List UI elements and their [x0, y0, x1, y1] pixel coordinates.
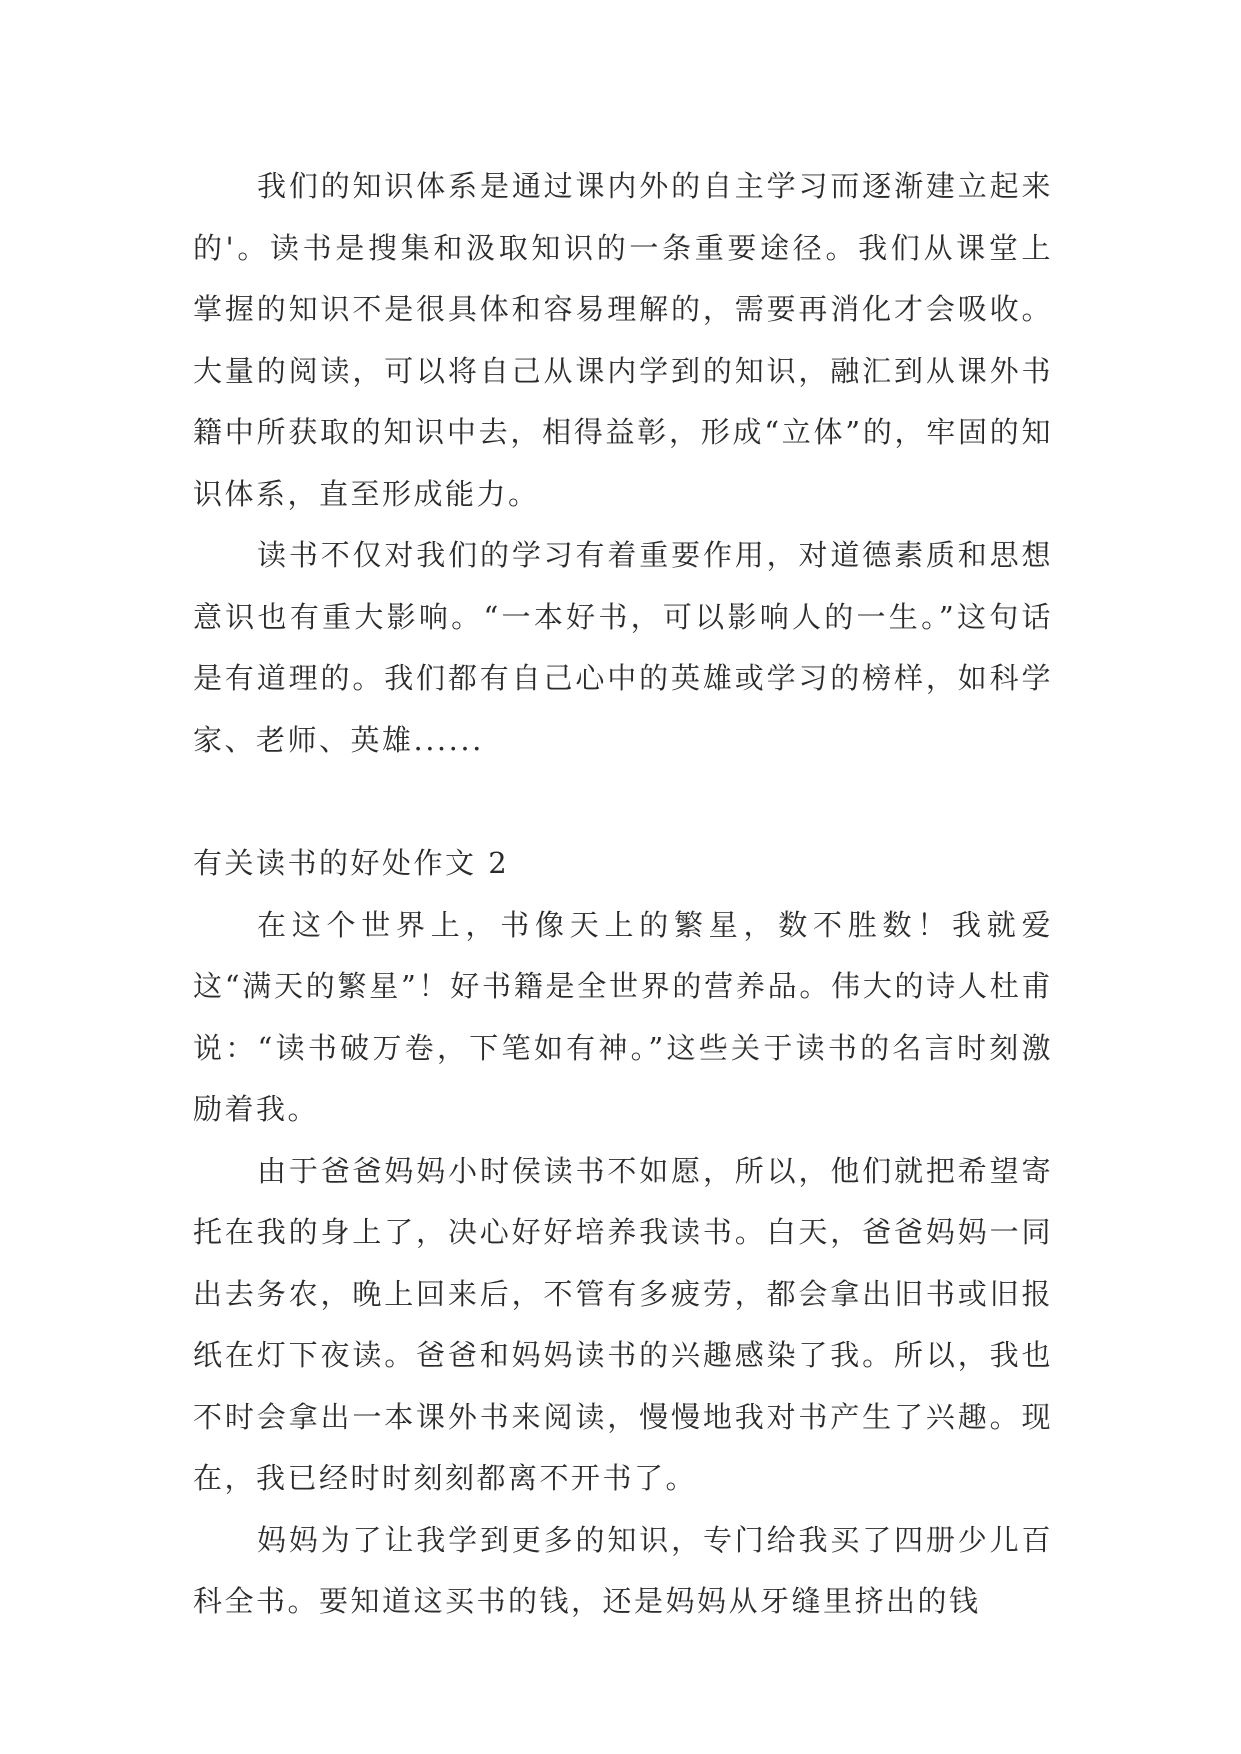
- document-body: [193, 156, 1053, 1633]
- paragraph: 妈妈为了让我学到更多的知识，专门给我买了四册少儿百科全书。要知道这买书的钱，还是妈妈从牙缝里挤出的钱: [193, 1522, 1053, 1618]
- section-heading: 有关读书的好处作文 2: [193, 846, 510, 880]
- paragraph: 在这个世界上，书像天上的繁星，数不胜数！我就爱这“满天的繁星”！好书籍是全世界的营养品。伟大的诗人杜甫说：“读书破万卷，下笔如有神。”这些关于读书的名言时刻激励着我。: [193, 907, 1053, 1126]
- paragraph: 由于爸爸妈妈小时侯读书不如愿，所以，他们就把希望寄托在我的身上了，决心好好培养我读书。白天，爸爸妈妈一同出去务农，晚上回来后，不管有多疲劳，都会拿出旧书或旧报纸在灯下夜读。爸爸和妈妈读书的兴趣感染了我。所以，我也不时会拿出一本课外书来阅读，慢慢地我对书产生了兴趣。现在，我已经时时刻刻都离不开书了。: [193, 1153, 1053, 1495]
- paragraph: 读书不仅对我们的学习有着重要作用，对道德素质和思想意识也有重大影响。“一本好书，可以影响人的一生。”这句话是有道理的。我们都有自己心中的英雄或学习的榜样，如科学家、老师、英雄......: [193, 538, 1053, 757]
- paragraph: 我们的知识体系是通过课内外的自主学习而逐渐建立起来的'。读书是搜集和汲取知识的一条重要途径。我们从课堂上掌握的知识不是很具体和容易理解的，需要再消化才会吸收。大量的阅读，可以将自己从课内学到的知识，融汇到从课外书籍中所获取的知识中去，相得益彰，形成“立体”的，牢固的知识体系，直至形成能力。: [193, 169, 1053, 511]
